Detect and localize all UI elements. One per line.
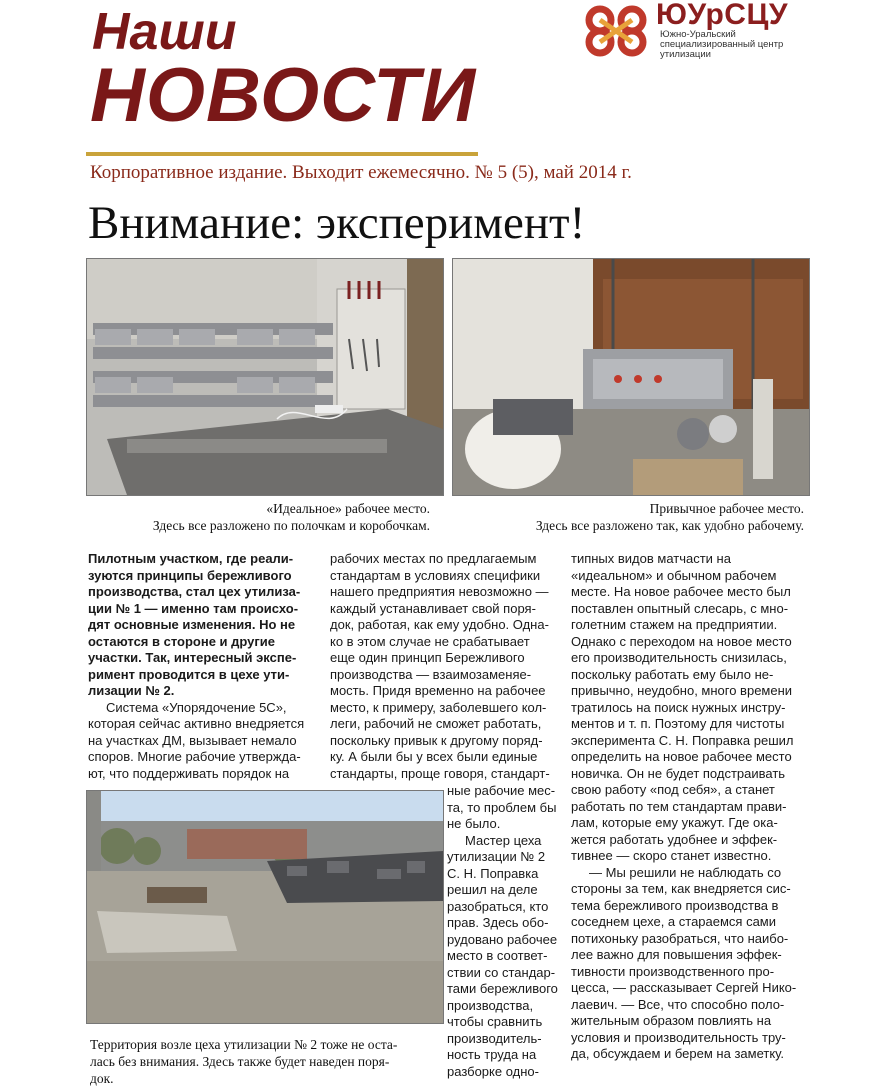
text-line: новичка. Он не будет подстраивать [571, 765, 786, 781]
lead-line: Пилотным участком, где реали- [88, 551, 294, 566]
logo-subtitle [660, 30, 800, 60]
logo-subtitle-line: Южно-Уральский [660, 29, 736, 40]
text-line: потихоньку разобраться, что наибо- [571, 930, 789, 946]
logo-subtitle-line: утилизации [660, 49, 711, 60]
text-line: ментов и т. п. Поэтому для чистоты [571, 716, 785, 731]
issue-info: Корпоративное издание. Выходит ежемесячно. № 5 (5), май 2014 г. [90, 162, 632, 183]
text-column-1 [88, 551, 320, 782]
text-line: поставлен опытный слесарь, с мно- [571, 600, 789, 616]
text-line: цесса, — рассказывает Сергей Нико- [571, 980, 797, 995]
lead-line: зуются принципы бережливого [88, 567, 292, 583]
text-line: рабочих местах по предлагаемым [330, 551, 537, 566]
text-line: ные рабочие мес- [447, 783, 556, 798]
photo-ideal-workplace [86, 258, 444, 496]
text-line: условия и производительность тру- [571, 1029, 786, 1045]
text-line: место, к примеру, заболевшего кол- [330, 699, 547, 715]
text-line: та, то проблем бы [447, 799, 557, 815]
caption-line: Территория возле цеха утилизации № 2 тоже не оста- [90, 1037, 398, 1052]
logo-subtitle-line: специализированный центр [660, 39, 784, 50]
text-line: Система «Упорядочение 5С», [106, 699, 287, 715]
lead-line: римент проводится в цехе ути- [88, 666, 290, 682]
text-line: прав. Здесь обо- [447, 915, 549, 930]
text-line: разборке одно- [447, 1063, 539, 1079]
caption-line: Привычное рабочее место. [649, 501, 804, 516]
text-line: ют, что поддерживать порядок на [88, 765, 290, 781]
text-line: на участках ДМ, вызывает немало [88, 732, 297, 748]
text-line: определить на новое рабочее место [571, 749, 792, 764]
caption-line: Здесь все разложено так, как удобно рабочему. [535, 518, 804, 533]
photo-caption-yard [90, 1036, 440, 1087]
text-line: производства — взаимозаменяе- [330, 666, 532, 682]
text-line: поскольку привык к другому поряд- [330, 732, 543, 748]
article-lead [88, 551, 320, 700]
text-line: мость. Придя временно на рабочее [330, 683, 546, 698]
text-line: да, обсуждаем и берем на заметку. [571, 1046, 784, 1061]
text-line: производитель- [447, 1030, 542, 1046]
photo-usual-workplace [452, 258, 810, 496]
masthead-title-line1: Наши [92, 3, 237, 61]
photo-caption-right [452, 500, 804, 534]
text-line: нашего предприятия невозможно — [330, 584, 549, 599]
text-line: типных видов матчасти на [571, 551, 731, 566]
text-line: месте. На новое рабочее место был [571, 584, 791, 599]
text-line: каждый устанавливает свой поря- [330, 600, 536, 616]
text-line: стандарты, проще говоря, стандарт- [330, 765, 550, 781]
text-line: леги, рабочий не сможет работать, [330, 716, 542, 731]
text-line: тами бережливого [447, 981, 558, 996]
caption-line: «Идеальное» рабочее место. [266, 501, 430, 516]
text-column-2-narrow [447, 783, 565, 1080]
photo-caption-left [90, 500, 430, 534]
lead-line: производства, стал цех утилиза- [88, 584, 301, 599]
text-line: производства, [447, 997, 534, 1013]
text-line: ствии со стандар- [447, 964, 556, 980]
text-line: док, работая, как ему удобно. Одна- [330, 617, 549, 632]
text-line: жется работать удобнее и эффек- [571, 831, 778, 847]
lead-line: ции № 1 — именно там происхо- [88, 600, 299, 616]
text-line: споров. Многие рабочие утвержда- [88, 749, 301, 764]
text-line: стороны за тем, как внедряется сис- [571, 881, 791, 896]
caption-line: лась без внимания. Здесь также будет наведен поря- [90, 1054, 390, 1069]
lead-line: остаются в стороне и другие [88, 633, 276, 649]
text-column-2 [330, 551, 562, 782]
text-line: стандартам в условиях специфики [330, 567, 541, 583]
text-line: жительным образом повлиять на [571, 1013, 772, 1028]
text-line: решил на деле [447, 882, 538, 897]
text-line: ку. А были бы у всех были единые [330, 749, 538, 764]
text-line: его производительность снизилась, [571, 650, 787, 665]
text-line: утилизации № 2 [447, 849, 546, 864]
masthead-rule [86, 152, 478, 156]
text-line: голетним стажем на предприятии. [571, 617, 778, 632]
text-line: рудовано рабочее [447, 931, 558, 947]
caption-line: Здесь все разложено по полочкам и коробочкам. [152, 518, 430, 533]
text-line: соседнем цехе, а стараемся сами [571, 914, 777, 929]
text-line: поскольку работать ему было не- [571, 666, 774, 682]
text-line: место в соответ- [447, 948, 548, 963]
lead-line: лизации № 2. [88, 683, 175, 698]
text-line: свою работу «под себя», а станет [571, 782, 775, 797]
text-line: не было. [447, 816, 501, 831]
text-line: Однако с переходом на новое место [571, 633, 792, 649]
masthead-title-line2: НОВОСТИ [90, 53, 477, 138]
text-line: ко в этом случае не срабатывает [330, 633, 530, 649]
text-line: лаевич. — Все, что способно поло- [571, 996, 785, 1012]
logo-knot-icon [582, 2, 650, 60]
photo-workshop-yard [86, 790, 444, 1024]
lead-line: дят основные изменения. Но не [88, 617, 296, 632]
text-line: чтобы сравнить [447, 1014, 543, 1029]
text-line: эксперимента С. Н. Поправка решил [571, 732, 794, 748]
text-line: которая сейчас активно внедряется [88, 716, 305, 731]
text-line: — Мы решили не наблюдать со [589, 864, 782, 880]
text-line: Мастер цеха [465, 832, 542, 848]
text-line: тивности производственного про- [571, 963, 775, 979]
text-line: работать по тем стандартам прави- [571, 798, 787, 814]
text-line: лам, которые ему укажут. Где ока- [571, 815, 778, 830]
text-line: «идеальном» и обычном рабочем [571, 567, 777, 583]
article-paragraph [88, 700, 320, 783]
text-line: С. Н. Поправка [447, 865, 539, 881]
text-line: тивнее — скоро станет известно. [571, 848, 772, 863]
caption-line: док. [90, 1071, 114, 1086]
text-line: еще один принцип Бережливого [330, 650, 525, 665]
text-line: тема бережливого производства в [571, 897, 779, 913]
text-line: привычно, неудобно, много времени [571, 683, 793, 698]
article-headline: Внимание: эксперимент! [88, 197, 586, 249]
text-column-3 [571, 551, 811, 1063]
text-line: разобраться, кто [447, 898, 549, 914]
text-line: тратилось на поиск нужных инстру- [571, 699, 786, 715]
lead-line: участки. Так, интересный экспе- [88, 650, 297, 665]
text-line: ность труда на [447, 1047, 537, 1062]
logo-name: ЮУрСЦУ [656, 0, 789, 31]
text-line: лее важно для повышения эффек- [571, 947, 782, 962]
